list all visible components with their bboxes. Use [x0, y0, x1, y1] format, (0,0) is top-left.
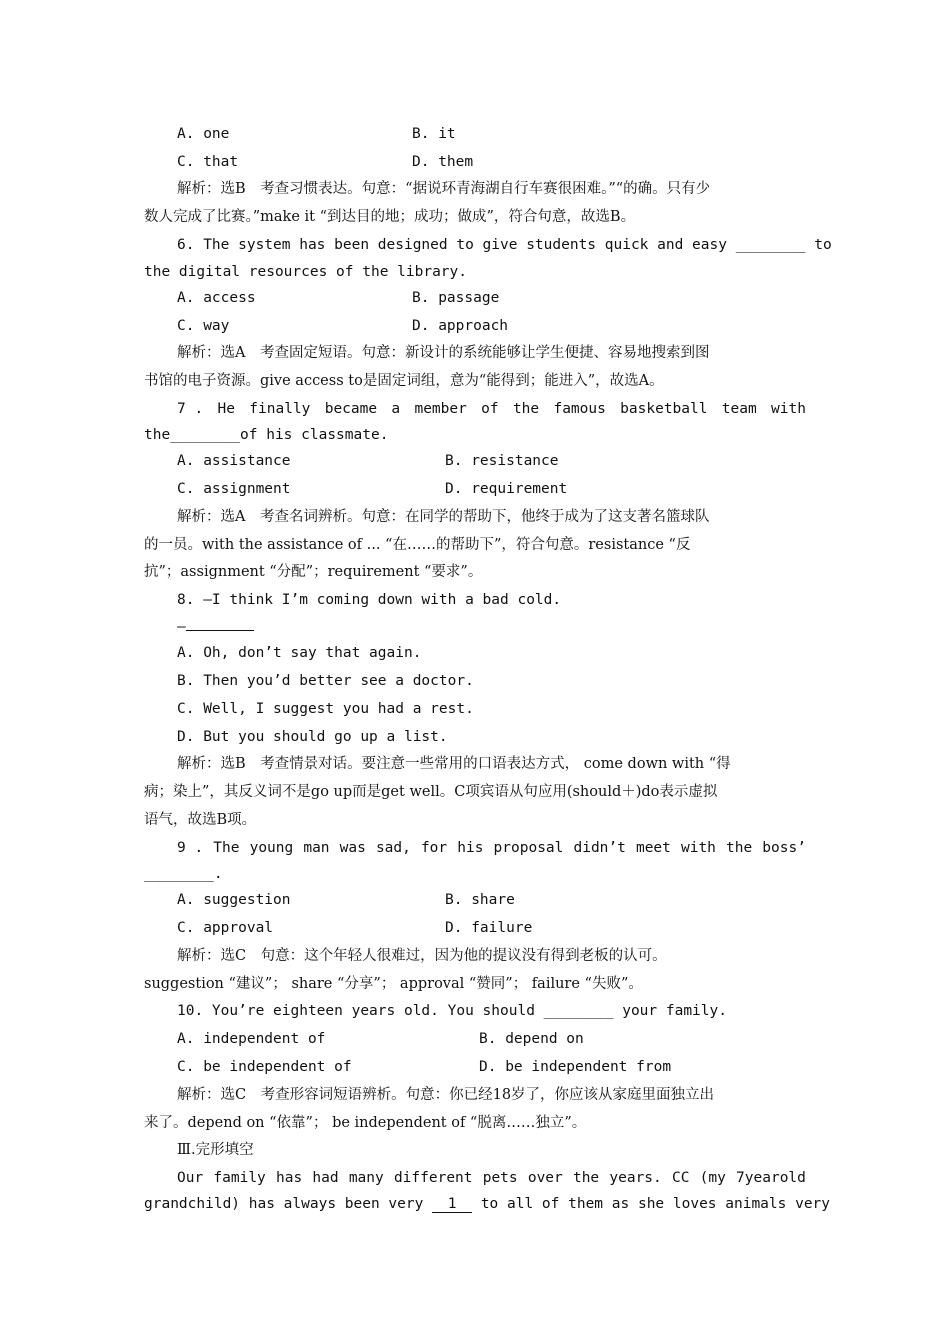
q9-word: for: [420, 840, 448, 856]
q10-option-c: C. be independent of: [177, 1059, 352, 1075]
cloze-word: many: [348, 1170, 384, 1186]
cloze-para-line-1: [177, 1168, 806, 1188]
q8-option-d: D. But you should go up a list.: [177, 729, 448, 745]
q9-option-a: A. suggestion: [177, 892, 291, 908]
q7-word: the: [512, 401, 540, 417]
cloze-word: has: [276, 1170, 303, 1186]
q7-word: member: [414, 401, 467, 417]
q8-option-a: A. Oh, don’t say that again.: [177, 645, 422, 661]
section-heading: Ⅲ.完形填空: [177, 1142, 254, 1158]
q7-option-a: A. assistance: [177, 453, 291, 469]
cloze-word: different: [393, 1170, 473, 1186]
q5-option-d: D. them: [412, 154, 474, 170]
q7-option-b: B. resistance: [445, 453, 559, 469]
q5-analysis-line-1: 解析：选B 考查习惯表达。句意：“据说环青海湖自行车赛很困难。”“的确。只有少: [177, 181, 711, 197]
q7-word: a: [391, 401, 401, 417]
q7-word: finally: [249, 401, 311, 417]
q9-analysis-line-1: 解析：选C 句意：这个年轻人很难过，因为他的提议没有得到老板的认可。: [177, 948, 667, 964]
q8-option-c: C. Well, I suggest you had a rest.: [177, 701, 474, 717]
q5-option-b: B. it: [412, 126, 456, 142]
q7-analysis-line-3: 抗”；assignment “分配”；requirement “要求”。: [144, 564, 483, 580]
q6-analysis-line-2: 书馆的电子资源。give access to是固定词组，意为“能得到；能进入”，故选A。: [144, 373, 664, 389]
q9-stem-line-1: [177, 838, 806, 858]
q9-word: the: [726, 840, 753, 856]
q10-option-a: A. independent of: [177, 1031, 326, 1047]
q7-option-c: C. assignment: [177, 481, 291, 497]
q7-word: 7 .: [177, 401, 204, 417]
q9-word: The: [213, 840, 240, 856]
q9-word: proposal: [493, 840, 564, 856]
q10-analysis-line-2: 来了。depend on “依靠”； be independent of “脱离……独立”。: [144, 1115, 587, 1131]
q8-analysis-line-1: 解析：选B 考查情景对话。要注意一些常用的口语表达方式， come down with “得: [177, 756, 731, 772]
q5-option-a: A. one: [177, 126, 230, 142]
cloze-word: family: [213, 1170, 266, 1186]
cloze-blank-1: 1: [432, 1196, 472, 1213]
q9-word: with: [680, 840, 716, 856]
cloze-word: had: [312, 1170, 339, 1186]
q7-word: with: [771, 401, 806, 417]
q9-word: his: [457, 840, 484, 856]
q8-analysis-line-2: 病；染上”，其反义词不是go up而是get well。C项宾语从句应用(should＋)do表示虚拟: [144, 784, 718, 800]
q9-word: man: [303, 840, 330, 856]
q8-analysis-line-3: 语气，故选B项。: [144, 812, 257, 828]
cloze-word: CC: [671, 1170, 690, 1186]
q9-option-d: D. failure: [445, 920, 533, 936]
q10-option-d: D. be independent from: [479, 1059, 672, 1075]
q9-analysis-line-2: suggestion “建议”； share “分享”； approval “赞同”； failure “失败”。: [144, 976, 643, 992]
q10-option-b: B. depend on: [479, 1031, 584, 1047]
q9-word: was: [339, 840, 366, 856]
cloze-text-before-blank: grandchild) has always been very: [144, 1196, 433, 1212]
q7-word: famous: [553, 401, 606, 417]
cloze-word: (my: [699, 1170, 726, 1186]
blank-underline: [186, 616, 254, 631]
cloze-word: years.: [609, 1170, 662, 1186]
q9-stem-line-2: ________.: [144, 866, 223, 882]
q7-word: became: [324, 401, 378, 417]
q7-word: He: [217, 401, 235, 417]
q8-dash: —: [177, 619, 186, 635]
q8-option-b: B. Then you’d better see a doctor.: [177, 673, 474, 689]
q7-analysis-line-1: 解析：选A 考查名词辨析。句意：在同学的帮助下，他终于成为了这支著名篮球队: [177, 509, 710, 525]
q9-word: 9 .: [177, 840, 204, 856]
q7-word: of: [481, 401, 499, 417]
cloze-word: over: [527, 1170, 563, 1186]
q5-option-c: C. that: [177, 154, 239, 170]
cloze-para-line-2: [144, 1194, 830, 1214]
q10-stem-line-1: 10. You’re eighteen years old. You should ________ your family.: [177, 1003, 727, 1019]
q9-word: didn’t: [573, 840, 626, 856]
q9-word: meet: [635, 840, 671, 856]
cloze-word: 7yearold: [736, 1170, 806, 1186]
q5-analysis-line-2: 数人完成了比赛。”make it “到达目的地；成功；做成”，符合句意，故选B。: [144, 209, 636, 225]
q7-word: basketball: [620, 401, 708, 417]
q9-word: young: [249, 840, 294, 856]
q7-word: team: [721, 401, 757, 417]
q6-option-d: D. approach: [412, 318, 509, 334]
q8-stem-line-1: 8. —I think I’m coming down with a bad cold.: [177, 592, 562, 608]
q7-stem-line-2: the________of his classmate.: [144, 427, 389, 443]
q10-analysis-line-1: 解析：选C 考查形容词短语辨析。句意：你已经18岁了，你应该从家庭里面独立出: [177, 1087, 715, 1103]
cloze-word: pets: [482, 1170, 518, 1186]
q6-option-b: B. passage: [412, 290, 500, 306]
q7-analysis-line-2: 的一员。with the assistance of ... “在……的帮助下”，符合句意。resistance “反: [144, 537, 691, 553]
q7-option-d: D. requirement: [445, 481, 568, 497]
cloze-word: the: [572, 1170, 600, 1186]
q6-option-c: C. way: [177, 318, 230, 334]
q6-analysis-line-1: 解析：选A 考查固定短语。句意：新设计的系统能够让学生便捷、容易地搜索到图: [177, 345, 710, 361]
q9-word: boss’: [762, 840, 806, 856]
q6-option-a: A. access: [177, 290, 256, 306]
q9-option-b: B. share: [445, 892, 515, 908]
q6-stem-line-2: the digital resources of the library.: [144, 264, 468, 280]
q9-word: sad,: [375, 840, 411, 856]
q8-answer-blank: [177, 616, 254, 637]
q7-stem-line-1: [177, 399, 806, 419]
q6-stem-line-1: 6. The system has been designed to give students quick and easy ________ to: [177, 237, 832, 253]
q9-option-c: C. approval: [177, 920, 274, 936]
cloze-text-after-blank: to all of them as she loves animals very: [472, 1196, 831, 1212]
cloze-word: Our: [177, 1170, 204, 1186]
